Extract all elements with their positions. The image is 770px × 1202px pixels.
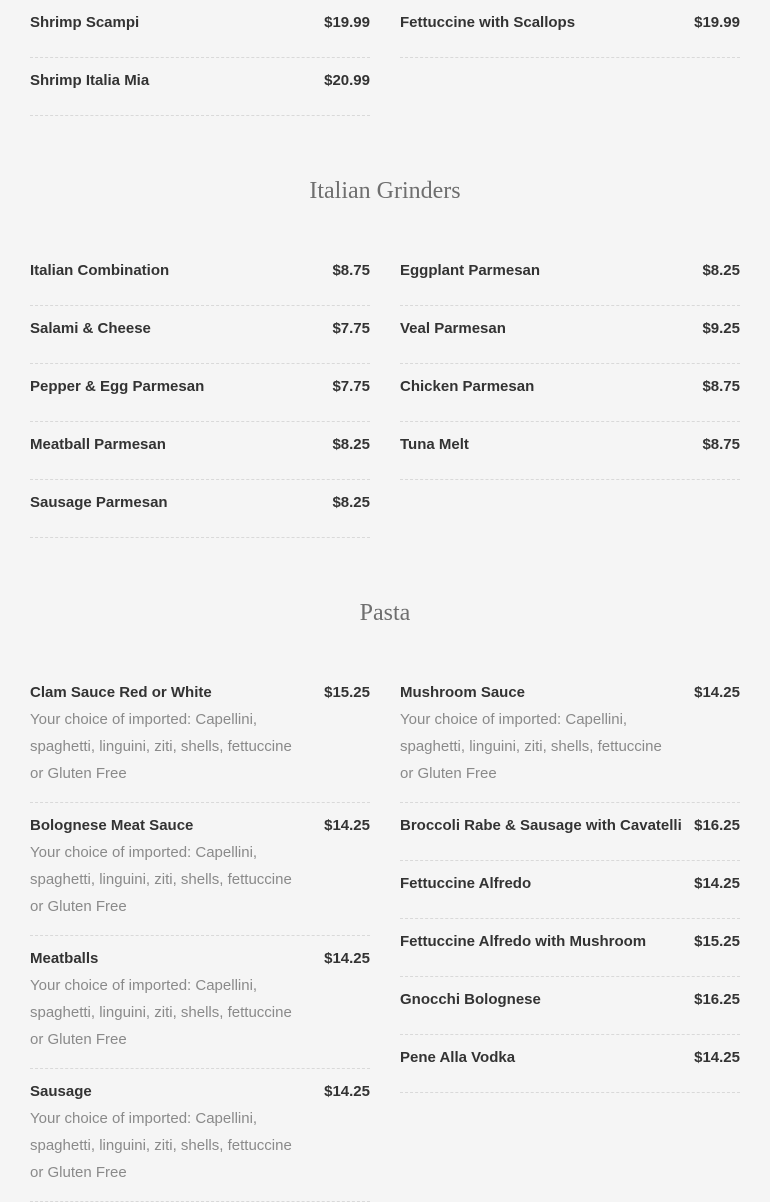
menu-item-price: $14.25 — [324, 1083, 370, 1100]
menu-item-price: $14.25 — [694, 875, 740, 892]
grinders-left-column — [30, 248, 370, 538]
pasta-left-column — [30, 670, 370, 1202]
menu-item-price: $16.25 — [694, 817, 740, 834]
section-title-pasta: Pasta — [359, 600, 411, 626]
menu-item-price: $8.75 — [332, 262, 370, 279]
seafood-right-column — [400, 0, 740, 116]
menu-item — [400, 0, 740, 58]
menu-item-price: $14.25 — [324, 950, 370, 967]
menu-item-name: Meatballs — [30, 950, 99, 967]
menu-item-description: Your choice of imported: Capellini, spaghetti, linguini, ziti, shells, fettuccine or Gluten Free — [30, 1110, 292, 1181]
menu-item-price: $19.99 — [694, 14, 740, 31]
menu-item-price: $16.25 — [694, 991, 740, 1008]
seafood-grid — [30, 0, 740, 116]
menu-item-name: Chicken Parmesan — [400, 378, 535, 395]
menu-item — [400, 248, 740, 306]
menu-item — [400, 422, 740, 480]
menu-item — [400, 861, 740, 919]
menu-item — [30, 248, 370, 306]
menu-item-price: $14.25 — [324, 817, 370, 834]
menu-item — [30, 0, 370, 58]
menu-item-description: Your choice of imported: Capellini, spaghetti, linguini, ziti, shells, fettuccine or Gluten Free — [30, 977, 292, 1048]
menu-item-price: $8.75 — [702, 378, 740, 395]
menu-item-price: $8.25 — [332, 494, 370, 511]
menu-item-price: $7.75 — [332, 320, 370, 337]
menu-item-name: Veal Parmesan — [400, 320, 506, 337]
menu-item-description: Your choice of imported: Capellini, spaghetti, linguini, ziti, shells, fettuccine or Gluten Free — [30, 844, 292, 915]
menu-item-name: Fettuccine Alfredo with Mushroom — [400, 933, 647, 950]
section-title-grinders: Italian Grinders — [309, 178, 461, 204]
menu-item-name: Salami & Cheese — [30, 320, 151, 337]
menu-item-name: Bolognese Meat Sauce — [30, 817, 194, 834]
menu-item-price: $7.75 — [332, 378, 370, 395]
menu-item-name: Shrimp Italia Mia — [30, 72, 150, 89]
menu-item-name: Broccoli Rabe & Sausage with Cavatelli — [400, 817, 682, 834]
menu-item-name: Italian Combination — [30, 262, 170, 279]
menu-item — [30, 364, 370, 422]
pasta-right-column — [400, 670, 740, 1202]
menu-item — [30, 58, 370, 116]
menu-item — [30, 422, 370, 480]
menu-item-name: Meatball Parmesan — [30, 436, 166, 453]
menu-item — [400, 364, 740, 422]
menu-item-price: $8.75 — [702, 436, 740, 453]
menu-item-name: Fettuccine with Scallops — [400, 14, 576, 31]
menu-item-price: $14.25 — [694, 684, 740, 701]
menu-item-description: Your choice of imported: Capellini, spaghetti, linguini, ziti, shells, fettuccine or Gluten Free — [30, 711, 292, 782]
menu-item — [400, 306, 740, 364]
menu-item-name: Clam Sauce Red or White — [30, 684, 212, 701]
menu-item-price: $15.25 — [324, 684, 370, 701]
menu-item-price: $20.99 — [324, 72, 370, 89]
menu-item-price: $9.25 — [702, 320, 740, 337]
menu-item-price: $15.25 — [694, 933, 740, 950]
menu-item — [30, 480, 370, 538]
pasta-grid — [30, 670, 740, 1202]
menu-item — [30, 1069, 370, 1202]
menu-item — [400, 1035, 740, 1093]
seafood-left-column — [30, 0, 370, 116]
menu-item-price: $19.99 — [324, 14, 370, 31]
menu-item — [30, 670, 370, 803]
menu-item — [30, 936, 370, 1069]
menu-item-price: $14.25 — [694, 1049, 740, 1066]
menu-item-name: Tuna Melt — [400, 436, 469, 453]
menu-item — [30, 306, 370, 364]
menu-item-name: Pepper & Egg Parmesan — [30, 378, 205, 395]
menu-item-name: Pene Alla Vodka — [400, 1049, 516, 1066]
menu-item-price: $8.25 — [332, 436, 370, 453]
menu-item-name: Mushroom Sauce — [400, 684, 526, 701]
menu-item — [400, 977, 740, 1035]
menu-item-name: Eggplant Parmesan — [400, 262, 541, 279]
menu-item-name: Sausage Parmesan — [30, 494, 168, 511]
menu-item-price: $8.25 — [702, 262, 740, 279]
grinders-grid — [30, 248, 740, 538]
menu-item-name: Gnocchi Bolognese — [400, 991, 541, 1008]
menu-item-name: Fettuccine Alfredo — [400, 875, 532, 892]
grinders-right-column — [400, 248, 740, 538]
menu-item — [30, 803, 370, 936]
menu-item-description: Your choice of imported: Capellini, spaghetti, linguini, ziti, shells, fettuccine or Gluten Free — [400, 711, 662, 782]
menu-item — [400, 919, 740, 977]
menu-item-name: Shrimp Scampi — [30, 14, 140, 31]
menu-item — [400, 803, 740, 861]
menu-item — [400, 670, 740, 803]
menu-item-name: Sausage — [30, 1083, 92, 1100]
